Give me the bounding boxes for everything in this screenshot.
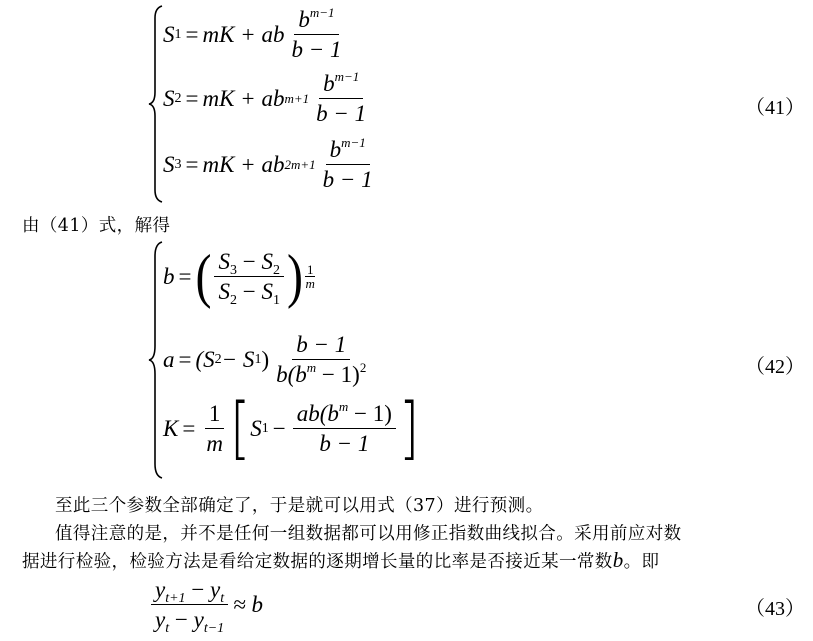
solve-line: 由（41）式，解得: [22, 216, 171, 236]
eq43: $\frac{y_{t+1} - y_t}{y_t - y_{t-1}}$ ≈ b: [148, 578, 263, 631]
equation-number-43: （43）: [745, 598, 805, 620]
equation-number-41: （41）: [745, 97, 805, 119]
eq41-line-3: S 3 = mK + ab 2m+1 $\frac{b^{m-1}}{b - 1}$: [163, 135, 373, 192]
eq41-line-1: S 1 = mK + ab $\frac{b^{m-1}}{b - 1}$: [163, 5, 342, 62]
left-brace-42: [148, 240, 164, 480]
left-brace-41: [148, 4, 164, 204]
eq42-b-line: b = ( $\frac{S_3 - S_2}{S_2 - S_1}$ ) 1 m: [163, 242, 315, 309]
paragraph-2-line-1: 值得注意的是，并不是任何一组数据都可以用修正指数曲线拟合。采用前应对数: [55, 524, 682, 544]
b-exponent: 1 m: [305, 262, 315, 291]
eq42-a-line: a = (S 2 − S 1 ) $\frac{b - 1}{b(b^m - 1)^2}$: [163, 332, 367, 387]
paragraph-1: 至此三个参数全部确定了，于是就可以用式（37）进行预测。: [55, 496, 544, 516]
equation-number-42: （42）: [745, 356, 805, 378]
eq42-k-line: K = $\frac{1}{m}$ [ S 1 − $\frac{ab(b^m - 1)}{b - 1}$ ]: [163, 389, 420, 468]
eq41-line-2: S 2 = mK + ab m+1 $\frac{b^{m-1}}{b - 1}$: [163, 69, 367, 126]
paragraph-2-line-2: 据进行检验，检验方法是看给定数据的逐期增长量的比率是否接近某一常数b。即: [22, 548, 660, 572]
